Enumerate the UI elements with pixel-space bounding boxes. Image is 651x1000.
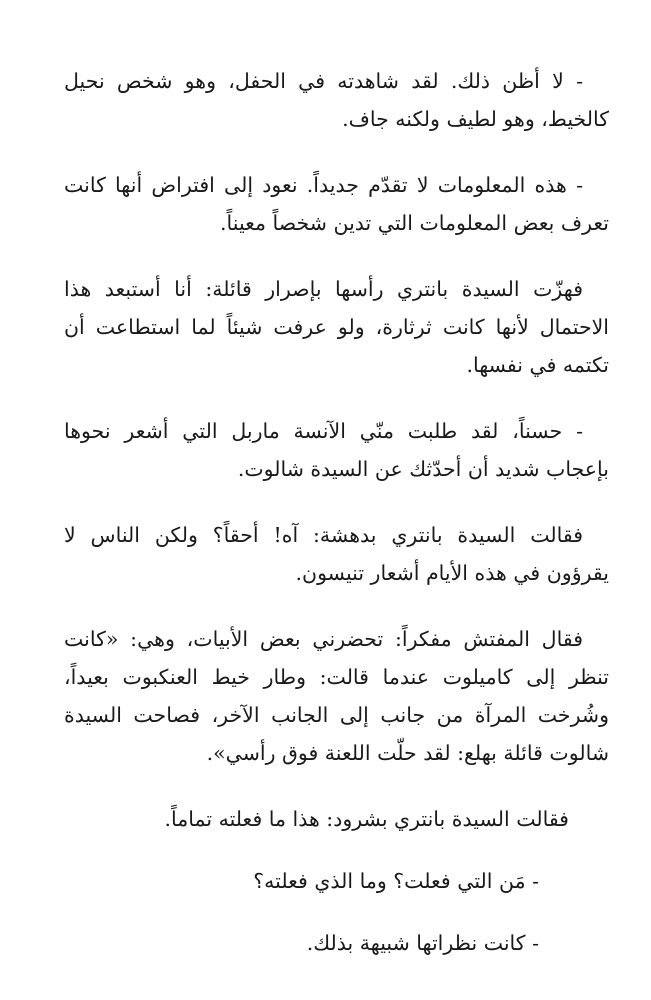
paragraph-4: - حسناً، لقد طلبت منّي الآنسة ماربل التي أشعر نحوها بإعجاب شديد أن أحدّثك عن السيدة شالوت. — [64, 419, 609, 481]
paragraph-9: - كانت نظراتها شبيهة بذلك. — [306, 931, 539, 955]
paragraph-8: - مَن التي فعلت؟ وما الذي فعلته؟ — [253, 869, 539, 893]
paragraph-5: فقالت السيدة بانتري بدهشة: آه! أحقاً؟ ولكن الناس لا يقرؤون في هذه الأيام أشعار تنيسون. — [64, 523, 609, 585]
paragraph-2: - هذه المعلومات لا تقدّم جديداً. نعود إلى افتراض أنها كانت تعرف بعض المعلومات التي تدين شخصاً معيناً. — [64, 173, 609, 235]
paragraph-7: فقالت السيدة بانتري بشرود: هذا ما فعلته تماماً. — [164, 807, 569, 831]
paragraph-1: - لا أظن ذلك. لقد شاهدته في الحفل، وهو شخص نحيل كالخيط، وهو لطيف ولكنه جاف. — [64, 69, 609, 131]
paragraph-6: فقال المفتش مفكراً: تحضرني بعض الأبيات، وهي: «كانت تنظر إلى كاميلوت عندما قالت: وطار خيط العنكبوت بعيداً، وشُرخت المرآة من جانب إلى الجانب الآخر، فصاحت السيدة شالوت قائلة بهلع: لقد حلّت اللعنة فوق رأسي». — [64, 627, 609, 765]
paragraph-3: فهزّت السيدة بانتري رأسها بإصرار قائلة: أنا أستبعد هذا الاحتمال لأنها كانت ثرثارة، ولو عرفت شيئاً لما استطاعت أن تكتمه في نفسها. — [64, 277, 609, 377]
